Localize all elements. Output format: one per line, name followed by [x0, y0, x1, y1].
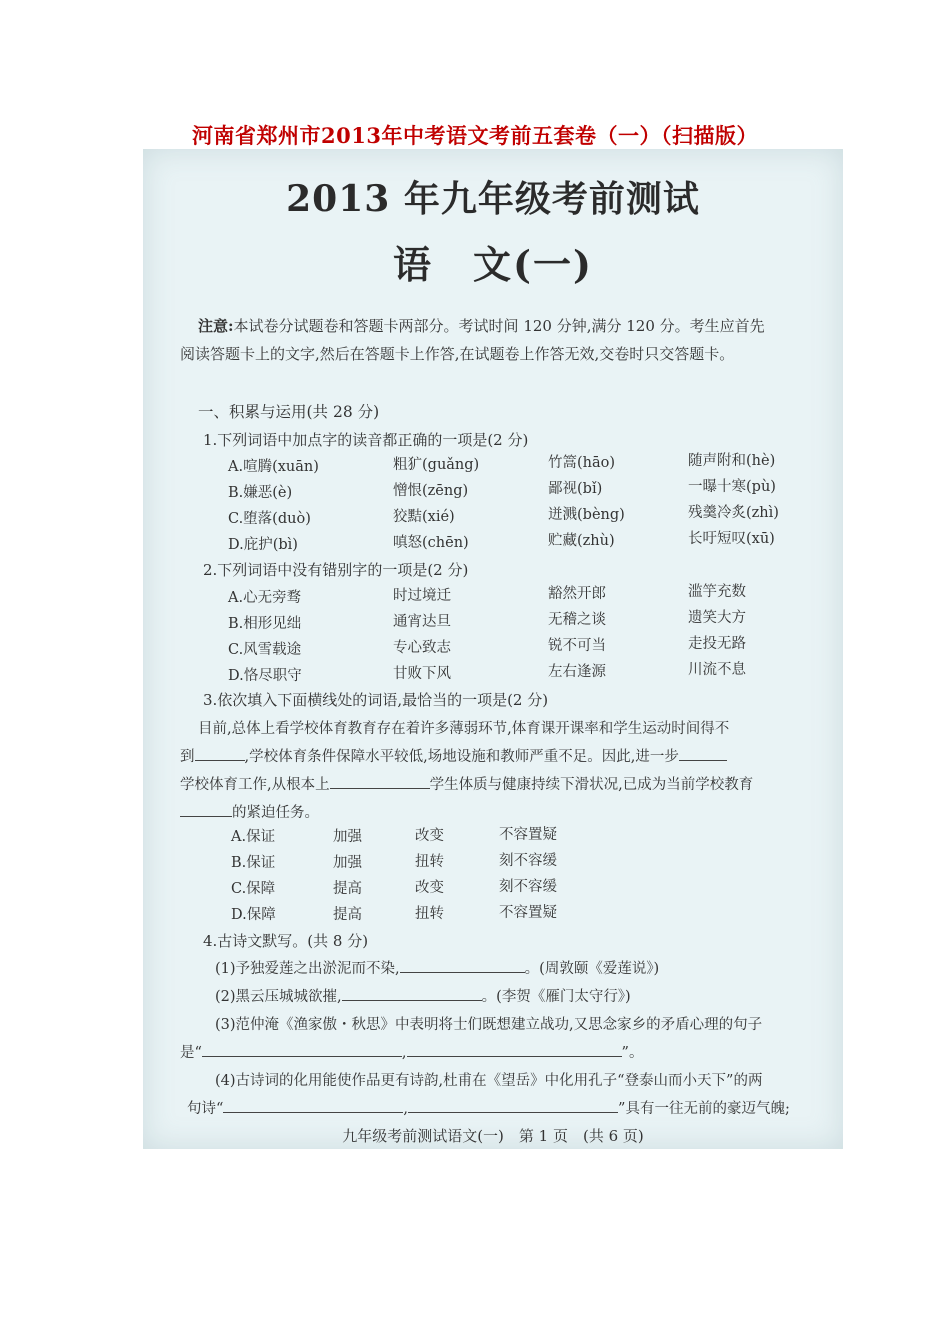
q4-item-1 — [215, 957, 659, 978]
q4-item-3: (3)范仲淹《渔家傲・秋思》中表明将士们既想建立战功,又思念家乡的矛盾心理的句子 — [215, 1017, 763, 1033]
q4-stem: 4.古诗文默写。(共 8 分) — [203, 932, 369, 950]
q1-b3: 鄙视(bǐ) — [548, 481, 603, 497]
q4-blank-1 — [400, 958, 525, 973]
q3-passage-3b: 学生体质与健康持续下滑状况,已成为当前学校教育 — [429, 777, 754, 793]
q4-item-2b: 。(李贺《雁门太守行》) — [481, 989, 631, 1005]
q3-c4: 刻不容缓 — [499, 879, 557, 895]
q2-b3: 无稽之谈 — [548, 612, 606, 628]
q2-d4: 川流不息 — [688, 662, 746, 678]
q1-d4: 长吁短叹(xū) — [688, 531, 775, 547]
q2-b4: 遗笑大方 — [688, 610, 746, 626]
q4-item-1a: (1)予独爱莲之出淤泥而不染, — [215, 961, 400, 977]
q2-b1: B.相形见绌 — [228, 616, 302, 632]
q4-item-3-answer — [180, 1041, 643, 1062]
q4-blank-6 — [408, 1098, 618, 1113]
q3-b1: B.保证 — [231, 855, 276, 871]
q3-passage-4-text: 的紧迫任务。 — [232, 805, 319, 821]
q3-d4: 不容置疑 — [499, 905, 557, 921]
notice-line-2: 阅读答题卡上的文字,然后在答题卡上作答,在试题卷上作答无效,交卷时只交答题卡。 — [180, 345, 735, 363]
q3-a3: 改变 — [415, 828, 444, 844]
q1-stem: 1.下列词语中加点字的读音都正确的一项是(2 分) — [203, 431, 529, 449]
q4-item-4c: , — [403, 1101, 409, 1117]
notice-label: 注意: — [198, 317, 234, 335]
q4-blank-3 — [202, 1042, 402, 1057]
exam-title: 2013 年九年级考前测试 — [286, 178, 700, 220]
q4-item-2 — [215, 985, 631, 1006]
q1-a4: 随声附和(hè) — [688, 453, 776, 469]
q3-passage-4 — [180, 801, 319, 822]
q3-c1: C.保障 — [231, 881, 276, 897]
q4-blank-4 — [407, 1042, 622, 1057]
q4-blank-2 — [342, 986, 482, 1001]
q1-c2: 狡黠(xié) — [393, 509, 455, 525]
q3-a2: 加强 — [333, 829, 362, 845]
q3-d1: D.保障 — [231, 907, 276, 923]
q3-blank-3 — [330, 774, 430, 789]
q3-passage-2a: 到 — [180, 749, 195, 765]
q1-d1: D.庇护(bì) — [228, 537, 298, 553]
q2-c4: 走投无路 — [688, 636, 746, 652]
q4-item-3c: , — [401, 1045, 407, 1061]
q1-a1: A.喧腾(xuān) — [228, 459, 319, 475]
q3-blank-1 — [195, 746, 245, 761]
q3-passage-1: 目前,总体上看学校体育教育存在着许多薄弱环节,体育课开课率和学生运动时间得不 — [198, 721, 730, 737]
q3-blank-2 — [679, 746, 727, 761]
q2-a1: A.心无旁骛 — [228, 590, 302, 606]
q3-blank-4 — [180, 802, 232, 817]
q3-b4: 刻不容缓 — [499, 853, 557, 869]
q2-c1: C.风雪载途 — [228, 642, 302, 658]
q3-a4: 不容置疑 — [499, 827, 557, 843]
q3-passage-2 — [180, 745, 727, 766]
q1-b1: B.嫌恶(è) — [228, 485, 293, 501]
subject-title: 语 文(一) — [393, 242, 593, 287]
notice-text-1: 本试卷分试题卷和答题卡两部分。考试时间 120 分钟,满分 120 分。考生应首先 — [233, 317, 765, 335]
q3-stem: 3.依次填入下面横线处的词语,最恰当的一项是(2 分) — [203, 691, 549, 709]
q1-d3: 贮藏(zhù) — [548, 533, 615, 549]
q2-d1: D.恪尽职守 — [228, 668, 302, 684]
q1-b4: 一曝十寒(pù) — [688, 479, 776, 495]
q2-d3: 左右逢源 — [548, 664, 606, 680]
q4-item-2a: (2)黑云压城城欲摧, — [215, 989, 342, 1005]
q3-d3: 扭转 — [415, 906, 444, 922]
q2-a2: 时过境迁 — [393, 588, 451, 604]
q4-item-3d: ”。 — [621, 1045, 644, 1061]
q3-b2: 加强 — [333, 855, 362, 871]
q4-item-4-answer — [187, 1097, 790, 1118]
q4-item-4d: ”具有一往无前的豪迈气魄; — [618, 1101, 790, 1117]
q3-d2: 提高 — [333, 907, 362, 923]
notice-line-1 — [198, 315, 765, 336]
q3-c2: 提高 — [333, 881, 362, 897]
q4-item-3b: 是“ — [180, 1045, 202, 1061]
q2-d2: 甘败下风 — [393, 666, 451, 682]
q4-item-4b: 句诗“ — [187, 1101, 224, 1117]
q3-passage-3 — [180, 773, 753, 794]
q1-a3: 竹篙(hāo) — [548, 455, 616, 471]
q4-item-1b: 。(周敦颐《爱莲说》) — [524, 961, 660, 977]
q1-c3: 迸溅(bèng) — [548, 507, 625, 523]
section-heading: 一、积累与运用(共 28 分) — [198, 403, 380, 421]
q1-c4: 残羹冷炙(zhì) — [688, 505, 779, 521]
q3-passage-3a: 学校体育工作,从根本上 — [180, 777, 330, 793]
q3-b3: 扭转 — [415, 854, 444, 870]
q2-a3: 豁然开郎 — [548, 586, 606, 602]
q1-d2: 嗔怒(chēn) — [393, 535, 469, 551]
page-footer: 九年级考前测试语文(一) 第 1 页 (共 6 页) — [342, 1127, 644, 1145]
scanned-exam-page — [143, 149, 843, 1149]
q3-c3: 改变 — [415, 880, 444, 896]
q2-stem: 2.下列词语中没有错别字的一项是(2 分) — [203, 561, 469, 579]
q3-passage-2b: ,学校体育条件保障水平较低,场地设施和教师严重不足。因此,进一步 — [244, 749, 679, 765]
q3-a1: A.保证 — [231, 829, 276, 845]
q2-b2: 通宵达旦 — [393, 614, 451, 630]
q1-a2: 粗犷(guǎng) — [393, 457, 480, 473]
q1-b2: 憎恨(zēng) — [393, 483, 469, 499]
q4-blank-5 — [223, 1098, 403, 1113]
q2-c3: 锐不可当 — [548, 638, 606, 654]
document-title: 河南省郑州市2013年中考语文考前五套卷（一）（扫描版） — [192, 123, 758, 148]
q2-c2: 专心致志 — [393, 640, 451, 656]
q2-a4: 滥竽充数 — [688, 584, 746, 600]
q1-c1: C.堕落(duò) — [228, 511, 311, 527]
q4-item-4: (4)古诗词的化用能使作品更有诗韵,杜甫在《望岳》中化用孔子“登泰山而小天下”的两 — [215, 1073, 763, 1089]
